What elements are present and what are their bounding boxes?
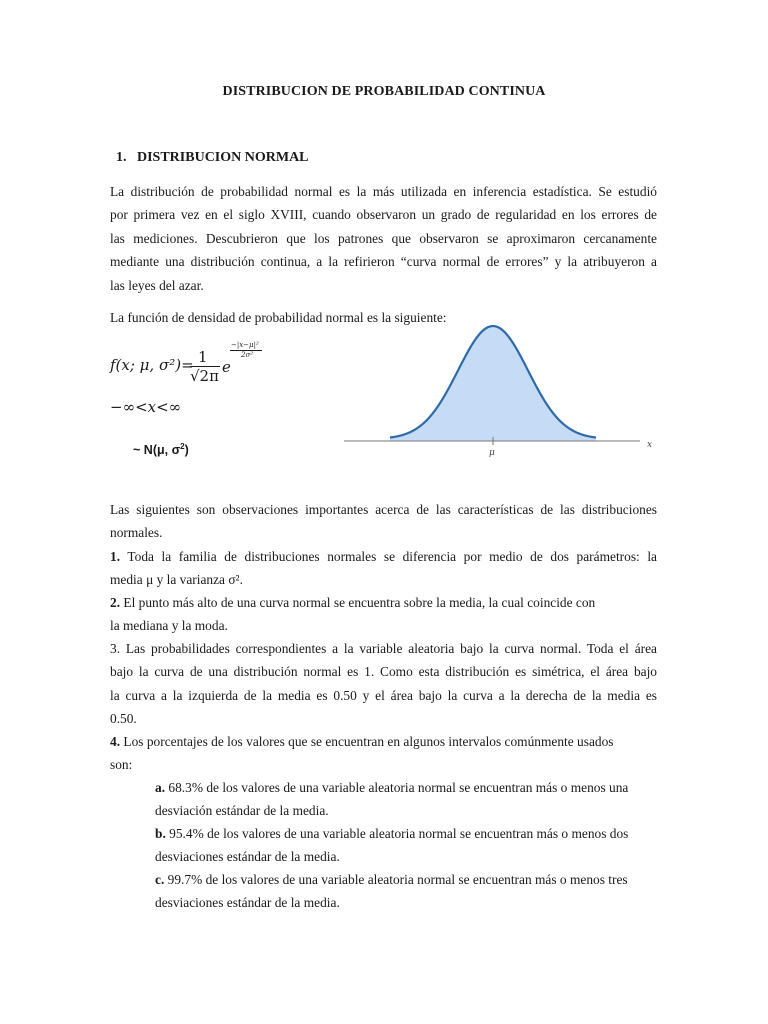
- notation-sup: 2: [180, 441, 185, 451]
- text-line: [110, 568, 657, 591]
- subitem-letter: c.: [155, 872, 165, 887]
- subitem-text: 95.4% de los valores de una variable aleatoria normal se encuentran más o menos dos: [169, 826, 629, 841]
- subitem-text: 99.7% de los valores de una variable aleatoria normal se encuentran más o menos tres: [167, 872, 628, 887]
- text-line: mediante una distribución continua, a la refirieron “curva normal de errores” y la atribuyeron a: [110, 254, 657, 270]
- point-text: El punto más alto de una curva normal se encuentra sobre la media, la cual coincide con: [123, 595, 596, 610]
- text-line: desviación estándar de la media.: [155, 803, 329, 819]
- text-line: [155, 822, 657, 845]
- curve-area: [390, 326, 596, 441]
- point-number: 2.: [110, 595, 121, 610]
- point-text: Los porcentajes de los valores que se encuentran en algunos intervalos comúnmente usados: [123, 734, 614, 749]
- formula-denominator: √2π: [190, 367, 219, 385]
- text-line: [110, 730, 657, 753]
- text-line: por primera vez en el siglo XVIII, cuando observaron un grado de regularidad en los errores de: [110, 207, 657, 223]
- text-line: son:: [110, 757, 133, 773]
- point-3: [110, 637, 657, 731]
- point-text: media μ y la varianza σ²: [110, 572, 240, 588]
- normal-notation: [133, 443, 189, 457]
- text-line: desviaciones estándar de la media.: [155, 849, 340, 865]
- exponent-denominator: 2σ²: [241, 351, 254, 359]
- text-line: bajo la curva de una distribución normal es 1. Como esta distribución es simétrica, el área bajo: [110, 664, 657, 680]
- observations-paragraph: [110, 498, 657, 545]
- subitem-letter: b.: [155, 826, 166, 841]
- subitem-c: [155, 868, 657, 915]
- point-text-end: .: [239, 572, 243, 588]
- text-line: las leyes del azar.: [110, 277, 204, 293]
- text-line: 0.50.: [110, 711, 137, 727]
- text-line: desviaciones estándar de la media.: [155, 895, 340, 911]
- section-number: 1.: [116, 150, 127, 165]
- text-line: La distribución de probabilidad normal es la más utilizada en inferencia estadística. Se estudió: [110, 184, 657, 199]
- page-title: DISTRIBUCION DE PROBABILIDAD CONTINUA: [222, 84, 546, 99]
- text-line: Las siguientes son observaciones importantes acerca de las características de las distribuciones: [110, 502, 657, 517]
- notation-suffix: ): [184, 443, 189, 457]
- text-line: [110, 545, 657, 568]
- point-number: 1.: [110, 549, 121, 564]
- point-2: [110, 591, 657, 638]
- subitem-a: [155, 776, 657, 823]
- subitem-letter: a.: [155, 780, 166, 795]
- notation-tilde: ~: [133, 443, 141, 457]
- formula-lhs: f(x; μ, σ²)=: [110, 356, 194, 374]
- point-4: [110, 730, 657, 777]
- formula-base: e: [222, 358, 231, 376]
- subitem-b: [155, 822, 657, 869]
- text-line: la mediana y la moda.: [110, 618, 228, 634]
- point-text: Toda la familia de distribuciones normales se diferencia por medio de dos parámetros: la: [127, 549, 657, 564]
- formula-numerator: 1: [198, 348, 208, 366]
- point-number: 4.: [110, 734, 121, 749]
- text-line: las mediciones. Descubrieron que los patrones que observaron se aproximaron cercanamente: [110, 230, 657, 246]
- text-line: [155, 868, 657, 891]
- text-line: [155, 776, 657, 799]
- mu-label: μ: [489, 448, 495, 458]
- section-title: DISTRIBUCION NORMAL: [137, 150, 309, 165]
- subitem-text: 68.3% de los valores de una variable aleatoria normal se encuentran más o menos una: [168, 780, 629, 795]
- text-line: [110, 591, 657, 614]
- notation-label: N(μ, σ: [143, 443, 181, 457]
- exponent-numerator: −|x−μ|²: [231, 341, 259, 349]
- normal-curve-figure: [340, 318, 660, 458]
- density-intro: La función de densidad de probabilidad normal es la siguiente:: [110, 310, 447, 325]
- text-line: normales.: [110, 525, 163, 541]
- intro-paragraph: [110, 180, 657, 297]
- text-line: la curva a la izquierda de la media es 0.50 y el área bajo la curva a la derecha de la media es: [110, 687, 657, 703]
- text-line: 3. Las probabilidades correspondientes a la variable aleatoria bajo la curva normal. Toda el área: [110, 641, 657, 656]
- x-axis-label: x: [647, 440, 653, 450]
- point-1: [110, 545, 657, 592]
- formula-domain: −∞<x<∞: [110, 398, 182, 416]
